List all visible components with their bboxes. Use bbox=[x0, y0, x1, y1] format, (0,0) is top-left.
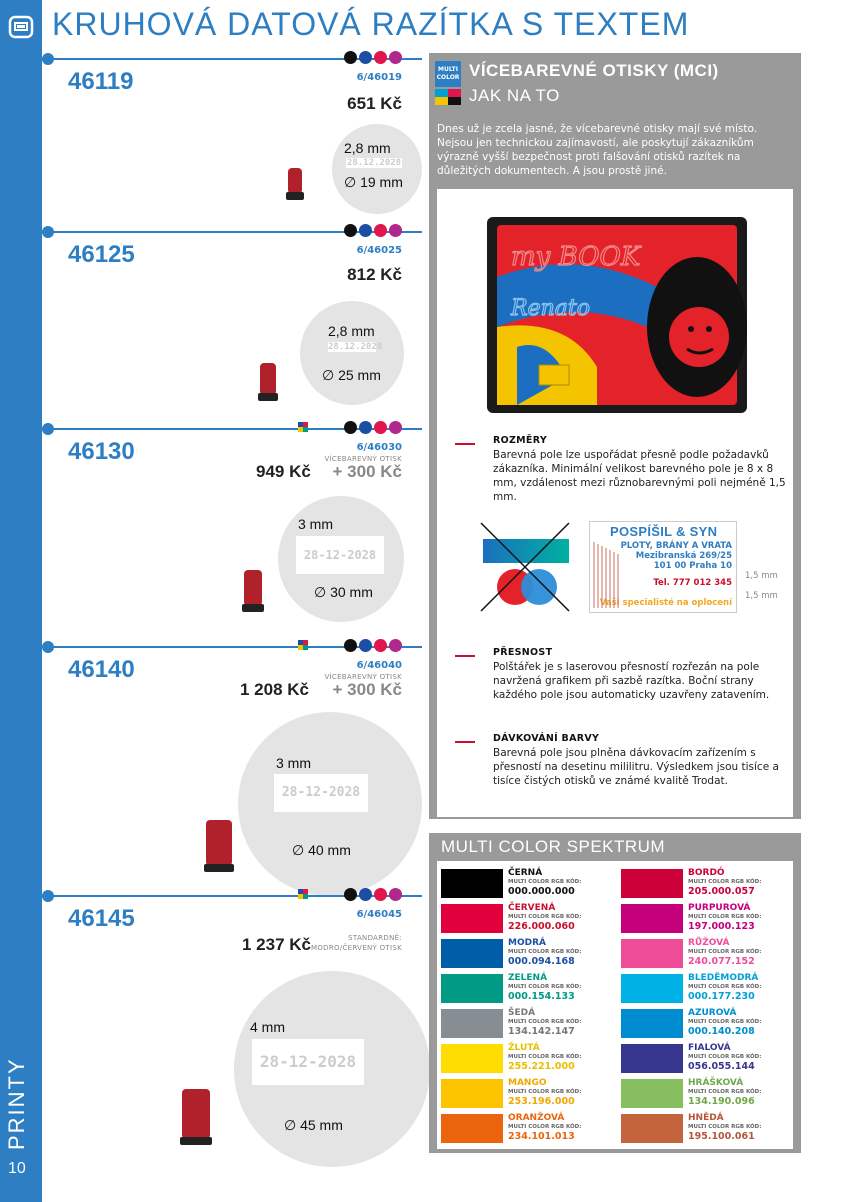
text-height: 4 mm bbox=[250, 1019, 285, 1035]
rgb-code: 255.221.000 bbox=[508, 1061, 575, 1072]
spec-ink-dosing bbox=[455, 733, 785, 803]
stamp-photo bbox=[206, 816, 246, 872]
impression-preview bbox=[234, 971, 430, 1167]
spectrum-title: MULTI COLOR SPEKTRUM bbox=[441, 837, 666, 856]
color-swatch bbox=[441, 904, 503, 933]
color-swatch bbox=[621, 939, 683, 968]
color-swatch bbox=[441, 974, 503, 1003]
spec-head: ROZMĚRY bbox=[493, 435, 547, 446]
stamp-photo bbox=[288, 166, 324, 200]
color-swatch bbox=[441, 1114, 503, 1143]
multicolor-icon bbox=[298, 640, 308, 650]
color-swatch bbox=[621, 1079, 683, 1108]
color-swatch-item bbox=[441, 1112, 621, 1144]
divider-dot bbox=[42, 226, 54, 238]
product-sku: 6/46019 bbox=[356, 72, 402, 83]
ink-color-dots bbox=[344, 888, 402, 901]
product-price: 651 Kč bbox=[347, 94, 402, 113]
impression-preview bbox=[300, 301, 404, 405]
color-swatch-item bbox=[441, 937, 621, 969]
ink-color-dots bbox=[344, 224, 402, 237]
color-swatch-item bbox=[621, 902, 801, 934]
section-sidebar bbox=[0, 0, 42, 1202]
card-line-phone: Tel. 777 012 345 bbox=[653, 578, 732, 588]
multicolor-icon bbox=[298, 422, 308, 432]
rgb-code-label: MULTI COLOR RGB KÓD: bbox=[508, 949, 582, 955]
rgb-code-label: MULTI COLOR RGB KÓD: bbox=[688, 984, 762, 990]
rgb-code: 234.101.013 bbox=[508, 1131, 575, 1142]
ink-dot-red bbox=[374, 224, 387, 237]
spec-dash bbox=[455, 443, 475, 445]
rgb-code: 226.000.060 bbox=[508, 921, 575, 932]
color-spectrum-panel bbox=[429, 833, 801, 1153]
rgb-code: 000.177.230 bbox=[688, 991, 755, 1002]
ink-dot-purple bbox=[389, 421, 402, 434]
color-swatch bbox=[621, 974, 683, 1003]
color-swatch bbox=[441, 869, 503, 898]
logo-multi: MULTI bbox=[438, 66, 458, 73]
date-sample: 28-12-2028 bbox=[296, 536, 384, 574]
color-swatch bbox=[441, 1044, 503, 1073]
color-swatch bbox=[441, 1009, 503, 1038]
diameter: ∅ 19 mm bbox=[344, 174, 403, 190]
product-46119 bbox=[42, 58, 422, 228]
color-name: MANGO bbox=[508, 1078, 547, 1088]
product-code: 46119 bbox=[68, 68, 134, 95]
mci-panel bbox=[429, 53, 801, 819]
color-swatch-item bbox=[441, 1007, 621, 1039]
stripe-decoration bbox=[592, 540, 622, 610]
date-sample: 28.12.2028 bbox=[346, 158, 402, 168]
ink-dot-red bbox=[374, 888, 387, 901]
mci-intro: Dnes už je zcela jasné, že vícebarevné otisky mají své místo. Nejsou jen technickou zajímavostí, ale poskytují zákazníkům výrazně vyšší bezpečnost proti falšování otisků razítek na důležitých dokumentech. A jsou prostě jiné. bbox=[437, 123, 758, 177]
rgb-code-label: MULTI COLOR RGB KÓD: bbox=[688, 1124, 762, 1130]
rgb-code-label: MULTI COLOR RGB KÓD: bbox=[688, 879, 762, 885]
color-name: BLEDĚMODRÁ bbox=[688, 973, 759, 983]
color-name: FIALOVÁ bbox=[688, 1043, 731, 1053]
product-code: 46145 bbox=[68, 905, 135, 932]
ink-dot-red bbox=[374, 421, 387, 434]
product-sku: 6/46040 bbox=[356, 660, 402, 671]
page-title: KRUHOVÁ DATOVÁ RAZÍTKA S TEXTEM bbox=[52, 6, 690, 42]
rgb-code: 000.154.133 bbox=[508, 991, 575, 1002]
impression-preview bbox=[332, 124, 422, 214]
ink-dot-black bbox=[344, 421, 357, 434]
card-line-business: PLOTY, BRÁNY A VRATA bbox=[620, 541, 732, 551]
rgb-code-label: MULTI COLOR RGB KÓD: bbox=[688, 949, 762, 955]
color-name: ČERNÁ bbox=[508, 868, 543, 878]
spec-head: PŘESNOST bbox=[493, 647, 553, 658]
rgb-code-label: MULTI COLOR RGB KÓD: bbox=[508, 879, 582, 885]
product-price: 1 237 Kč bbox=[242, 935, 311, 954]
color-name: PURPUROVÁ bbox=[688, 903, 751, 913]
ink-dot-blue bbox=[359, 888, 372, 901]
page-number: 10 bbox=[8, 1160, 26, 1177]
color-swatch-item bbox=[621, 1042, 801, 1074]
rgb-code: 134.142.147 bbox=[508, 1026, 575, 1037]
divider-dot bbox=[42, 53, 54, 65]
spec-dash bbox=[455, 655, 475, 657]
ink-dot-black bbox=[344, 51, 357, 64]
ink-dot-blue bbox=[359, 639, 372, 652]
mci-subtitle: JAK NA TO bbox=[469, 86, 560, 105]
ink-color-dots bbox=[344, 421, 402, 434]
stamp-impression-card bbox=[589, 521, 737, 613]
color-swatch bbox=[621, 869, 683, 898]
rgb-code: 000.000.000 bbox=[508, 886, 575, 897]
product-46140 bbox=[42, 646, 422, 876]
diameter: ∅ 30 mm bbox=[314, 584, 373, 600]
ink-dot-red bbox=[374, 51, 387, 64]
product-price: 949 Kč bbox=[256, 462, 311, 481]
mci-title: VÍCEBAREVNÉ OTISKY (MCI) bbox=[469, 61, 719, 80]
rgb-code: 253.196.000 bbox=[508, 1096, 575, 1107]
photo-text-1: my BOOK bbox=[511, 242, 641, 272]
rgb-code-label: MULTI COLOR RGB KÓD: bbox=[688, 1089, 762, 1095]
color-swatch-item bbox=[441, 1077, 621, 1109]
diameter: ∅ 40 mm bbox=[292, 842, 351, 858]
section-label: PRINTY bbox=[4, 1057, 29, 1150]
ink-dot-red bbox=[374, 639, 387, 652]
stamp-photo bbox=[182, 1085, 222, 1145]
color-name: ŠEDÁ bbox=[508, 1008, 536, 1018]
color-swatch-item bbox=[621, 937, 801, 969]
multicolor-icon bbox=[298, 889, 308, 899]
gap-label-2: 1,5 mm bbox=[745, 591, 778, 601]
product-sku: 6/46045 bbox=[356, 909, 402, 920]
color-swatch-item bbox=[441, 867, 621, 899]
spec-head: DÁVKOVÁNÍ BARVY bbox=[493, 733, 600, 744]
spec-dimensions bbox=[455, 435, 786, 503]
crossed-out-example bbox=[477, 521, 573, 613]
rgb-code: 134.190.096 bbox=[688, 1096, 755, 1107]
color-name: ŽLUTÁ bbox=[508, 1043, 540, 1053]
multicolor-logo bbox=[435, 61, 461, 105]
date-sample: 28-12-2028 bbox=[252, 1039, 364, 1085]
spec-text: Polštářek je s laserovou přesností rozřezán na pole navržená grafikem při sazbě razítka. Boční strany každého pole jsou automaticky uzavřeny zatavením. bbox=[493, 661, 770, 701]
card-line-slogan: Vaši specialisté na oplocení bbox=[599, 598, 732, 608]
multicolor-note: VÍCEBAREVNÝ OTISK bbox=[324, 455, 402, 463]
ink-dot-black bbox=[344, 224, 357, 237]
rgb-code-label: MULTI COLOR RGB KÓD: bbox=[508, 914, 582, 920]
card-line-street: Mezibranská 269/25 bbox=[635, 551, 732, 561]
color-swatch-item bbox=[621, 1007, 801, 1039]
color-field-demo bbox=[477, 521, 787, 617]
rgb-code-label: MULTI COLOR RGB KÓD: bbox=[508, 1019, 582, 1025]
ink-color-dots bbox=[344, 51, 402, 64]
divider-dot bbox=[42, 641, 54, 653]
multicolor-note: VÍCEBAREVNÝ OTISK bbox=[324, 673, 402, 681]
mci-content bbox=[437, 189, 793, 817]
color-name: HRÁŠKOVÁ bbox=[688, 1078, 744, 1088]
ink-dot-black bbox=[344, 888, 357, 901]
text-height: 2,8 mm bbox=[328, 323, 375, 339]
ink-dot-purple bbox=[389, 51, 402, 64]
color-swatch-item bbox=[621, 972, 801, 1004]
rgb-code: 195.100.061 bbox=[688, 1131, 755, 1142]
product-46145 bbox=[42, 895, 422, 1155]
color-swatch-item bbox=[441, 1042, 621, 1074]
standard-note-line1: STANDARDNĚ: bbox=[348, 934, 402, 942]
color-name: MODRÁ bbox=[508, 938, 546, 948]
stamp-photo bbox=[260, 361, 302, 401]
logo-color: COLOR bbox=[436, 74, 460, 81]
rgb-code: 205.000.057 bbox=[688, 886, 755, 897]
text-height: 3 mm bbox=[298, 516, 333, 532]
product-code: 46130 bbox=[68, 438, 135, 465]
color-name: ORANŽOVÁ bbox=[508, 1113, 565, 1123]
multicolor-surcharge: + 300 Kč bbox=[332, 680, 402, 699]
photo-text-2: Renato bbox=[511, 296, 590, 321]
color-name: ZELENÁ bbox=[508, 973, 548, 983]
ink-dot-purple bbox=[389, 888, 402, 901]
color-swatch bbox=[441, 939, 503, 968]
color-swatch-item bbox=[621, 1112, 801, 1144]
ink-dot-blue bbox=[359, 51, 372, 64]
rgb-code-label: MULTI COLOR RGB KÓD: bbox=[688, 1054, 762, 1060]
ink-dot-blue bbox=[359, 421, 372, 434]
product-46130 bbox=[42, 428, 422, 618]
spec-precision bbox=[455, 647, 785, 717]
text-height: 3 mm bbox=[276, 755, 311, 771]
stamp-icon bbox=[8, 14, 34, 40]
divider-dot bbox=[42, 890, 54, 902]
rgb-code-label: MULTI COLOR RGB KÓD: bbox=[508, 1089, 582, 1095]
color-name: ČERVENÁ bbox=[508, 903, 556, 913]
divider-dot bbox=[42, 423, 54, 435]
product-sku: 6/46025 bbox=[356, 245, 402, 256]
ink-dot-black bbox=[344, 639, 357, 652]
ink-color-dots bbox=[344, 639, 402, 652]
ink-dot-blue bbox=[359, 224, 372, 237]
color-swatch bbox=[441, 1079, 503, 1108]
rgb-code: 056.055.144 bbox=[688, 1061, 755, 1072]
product-sku: 6/46030 bbox=[356, 442, 402, 453]
diameter: ∅ 25 mm bbox=[322, 367, 381, 383]
card-line-city: 101 00 Praha 10 bbox=[653, 561, 732, 571]
color-swatch-item bbox=[441, 972, 621, 1004]
rgb-code-label: MULTI COLOR RGB KÓD: bbox=[688, 1019, 762, 1025]
date-sample: 28.12.2028 bbox=[328, 342, 383, 352]
spec-text: Barevná pole jsou plněna dávkovacím zařízením s přesností na desetinu mililitru. Výsledkem jsou tisíce a tisíce čistých otisků ve známé kvalitě Trodat. bbox=[493, 747, 779, 787]
multicolor-surcharge: + 300 Kč bbox=[332, 462, 402, 481]
rgb-code: 000.094.168 bbox=[508, 956, 575, 967]
color-name: BORDÓ bbox=[688, 868, 725, 878]
rgb-code-label: MULTI COLOR RGB KÓD: bbox=[508, 984, 582, 990]
product-code: 46140 bbox=[68, 656, 135, 683]
rgb-code-label: MULTI COLOR RGB KÓD: bbox=[508, 1124, 582, 1130]
multicolor-stamp-photo bbox=[487, 217, 747, 413]
spectrum-list bbox=[437, 861, 793, 1149]
color-swatch-item bbox=[441, 902, 621, 934]
date-sample: 28-12-2028 bbox=[274, 774, 368, 812]
gap-label-1: 1,5 mm bbox=[745, 571, 778, 581]
diameter: ∅ 45 mm bbox=[284, 1117, 343, 1133]
color-swatch bbox=[621, 1044, 683, 1073]
ink-dot-purple bbox=[389, 224, 402, 237]
impression-preview bbox=[238, 712, 422, 896]
color-swatch bbox=[621, 904, 683, 933]
ink-dot-purple bbox=[389, 639, 402, 652]
product-price: 1 208 Kč bbox=[240, 680, 309, 699]
rgb-code-label: MULTI COLOR RGB KÓD: bbox=[688, 914, 762, 920]
text-height: 2,8 mm bbox=[344, 140, 391, 156]
rgb-code: 240.077.152 bbox=[688, 956, 755, 967]
product-code: 46125 bbox=[68, 241, 135, 268]
impression-preview bbox=[278, 496, 404, 622]
rgb-code-label: MULTI COLOR RGB KÓD: bbox=[508, 1054, 582, 1060]
spec-dash bbox=[455, 741, 475, 743]
stamp-photo bbox=[244, 566, 276, 612]
card-line-company: POSPÍŠIL & SYN bbox=[610, 524, 718, 539]
color-name: AZUROVÁ bbox=[688, 1008, 737, 1018]
spec-text: Barevná pole lze uspořádat přesně podle požadavků zákazníka. Minimální velikost barevného pole je 8 x 8 mm, vzdálenost mezi různobarevnými poli nejméně 1,5 mm. bbox=[493, 449, 786, 503]
color-name: HNĚDÁ bbox=[688, 1113, 724, 1123]
color-swatch-item bbox=[621, 1077, 801, 1109]
product-price: 812 Kč bbox=[347, 265, 402, 284]
color-swatch bbox=[621, 1009, 683, 1038]
rgb-code: 000.140.208 bbox=[688, 1026, 755, 1037]
rgb-code: 197.000.123 bbox=[688, 921, 755, 932]
product-46125 bbox=[42, 231, 422, 411]
color-name: RŮŽOVÁ bbox=[688, 938, 730, 948]
standard-note-line2: MODRO/ČERVENÝ OTISK bbox=[311, 944, 402, 952]
color-swatch bbox=[621, 1114, 683, 1143]
color-swatch-item bbox=[621, 867, 801, 899]
